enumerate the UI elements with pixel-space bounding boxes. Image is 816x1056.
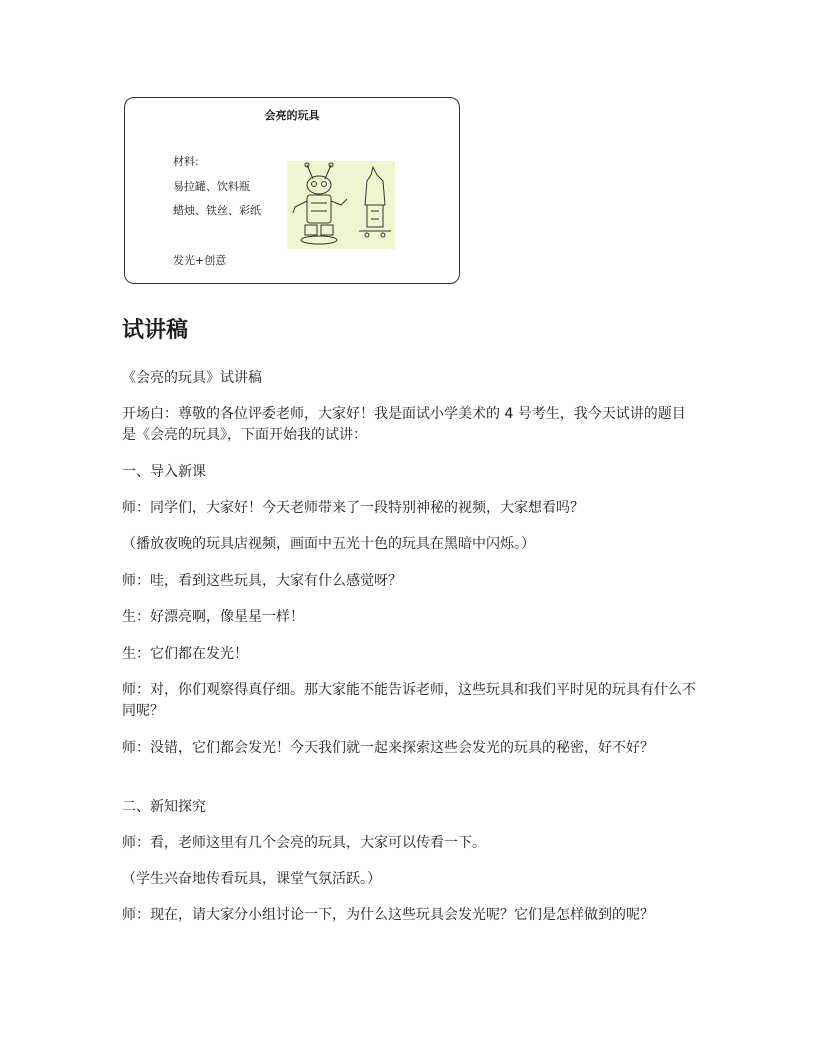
paragraph: 师：哇，看到这些玩具，大家有什么感觉呀？ [122,573,402,589]
toy-illustration [287,161,395,249]
paragraph: 《会亮的玩具》试讲稿 [122,370,262,386]
paragraph: 一、导入新课 [122,464,206,480]
paragraph: 师：没错，它们都会发光！今天我们就一起来探索这些会发光的玩具的秘密，好不好？ [122,740,654,756]
page-heading: 试讲稿 [122,318,189,343]
paragraph: 师：对，你们观察得真仔细。那大家能不能告诉老师，这些玩具和我们平时见的玩具有什么不同呢？ [122,682,696,719]
paragraph: 师：看，老师这里有几个会亮的玩具，大家可以传看一下。 [122,835,486,851]
lesson-card [124,97,460,284]
materials-line-2: 蜡烛、铁丝、彩纸 [173,204,261,217]
robot-toy-icon [287,161,395,249]
paragraph: 师：现在，请大家分小组讨论一下，为什么这些玩具会发光呢？它们是怎样做到的呢？ [122,907,654,923]
materials-label: 材料: [173,155,199,168]
paragraph: 开场白：尊敬的各位评委老师，大家好！我是面试小学美术的 4 号考生，我今天试讲的题目是《会亮的玩具》，下面开始我的试讲： [122,406,686,443]
paragraph: 二、新知探究 [122,799,206,815]
card-footer: 发光+创意 [173,254,227,267]
materials-line-1: 易拉罐、饮料瓶 [173,180,250,193]
paragraph: 生：它们都在发光！ [122,646,248,662]
paragraph: （学生兴奋地传看玩具，课堂气氛活跃。） [122,871,381,887]
paragraph: 师：同学们，大家好！今天老师带来了一段特别神秘的视频，大家想看吗？ [122,500,584,516]
paragraph: （播放夜晚的玩具店视频，画面中五光十色的玩具在黑暗中闪烁。） [122,536,535,552]
card-title: 会亮的玩具 [264,109,320,122]
paragraph: 生：好漂亮啊，像星星一样！ [122,609,304,625]
